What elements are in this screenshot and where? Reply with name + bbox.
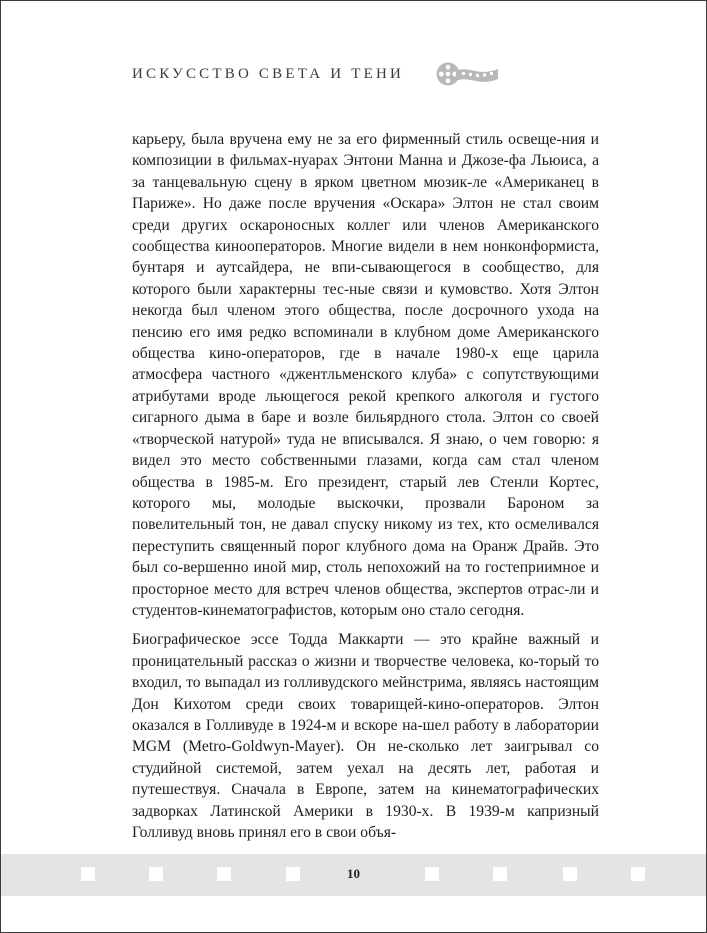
- film-perforation: [493, 867, 507, 881]
- running-title: ИСКУССТВО СВЕТА И ТЕНИ: [132, 65, 405, 82]
- film-perforation: [425, 867, 439, 881]
- film-perforation: [563, 867, 577, 881]
- paragraph-1: карьеру, была вручена ему не за его фирменный стиль освеще-ния и композиции в фильмах-нуарах Энтони Манна и Джозе-фа Льюиса, а за танцевальную сцену в ярком цветном мюзик-ле «Американец в Париже». Но даже после вручения «Оскара» Элтон не стал своим среди других оскароносных коллег или членов Американского сообщества кинооператоров. Многие видели в нем нонконформиста, бунтаря и аутсайдера, не впи-сывающегося в сообщество, для которого были характерны тес-ные связи и кумовство. Хотя Элтон некогда был членом этого общества, после досрочного ухода на пенсию его имя редко вспоминали в клубном доме Американского общества кино-операторов, где в начале 1980-х еще царила атмосфера частного «джентльменского клуба» с сопутствующими атрибутами вроде льющегося рекой крепкого алкоголя и густого сигарного дыма в баре и возле бильярдного стола. Элтон со своей «творческой натурой» туда не вписывался. Я знаю, о чем говорю: я видел это место собственными глазами, когда сам стал членом общества в 1985-м. Его президент, старый лев Стенли Кортес, которого мы, молодые выскочки, прозвали Бароном за повелительный тон, не давал спуску никому из тех, кто осмеливался переступить священный порог клубного дома на Оранж Драйв. Это был со-вершенно иной мир, столь непохожий на то гостеприимное и просторное место для встреч членов общества, экспертов отрас-ли и студентов-кинематографистов, которым оно стало сегодня.: [132, 131, 599, 619]
- running-head: [132, 63, 500, 85]
- film-perforation: [631, 867, 645, 881]
- page-number: 10: [347, 866, 360, 881]
- paragraph-2: Биографическое эссе Тодда Маккарти — это крайне важный и проницательный рассказ о жизни и творчестве человека, ко-торый то входил, то выпадал из голливудского мейнстрима, являясь настоящим Дон Кихотом среди своих товарищей-кино-операторов. Элтон оказался в Голливуде в 1924-м и вскоре на-шел работу в лаборатории MGM (Metro-Goldwyn-Mayer). Он не-сколько лет заигрывал со студийной системой, затем уехал на десять лет, работая и путешествуя. Сначала в Европе, затем на кинематографических задворках Латинской Америки в 1930-х. В 1939-м капризный Голливуд вновь принял его в свои объя-: [132, 631, 599, 841]
- body-text: [132, 129, 599, 843]
- film-reel-icon: [434, 61, 500, 87]
- footer-film-strip: [1, 854, 706, 896]
